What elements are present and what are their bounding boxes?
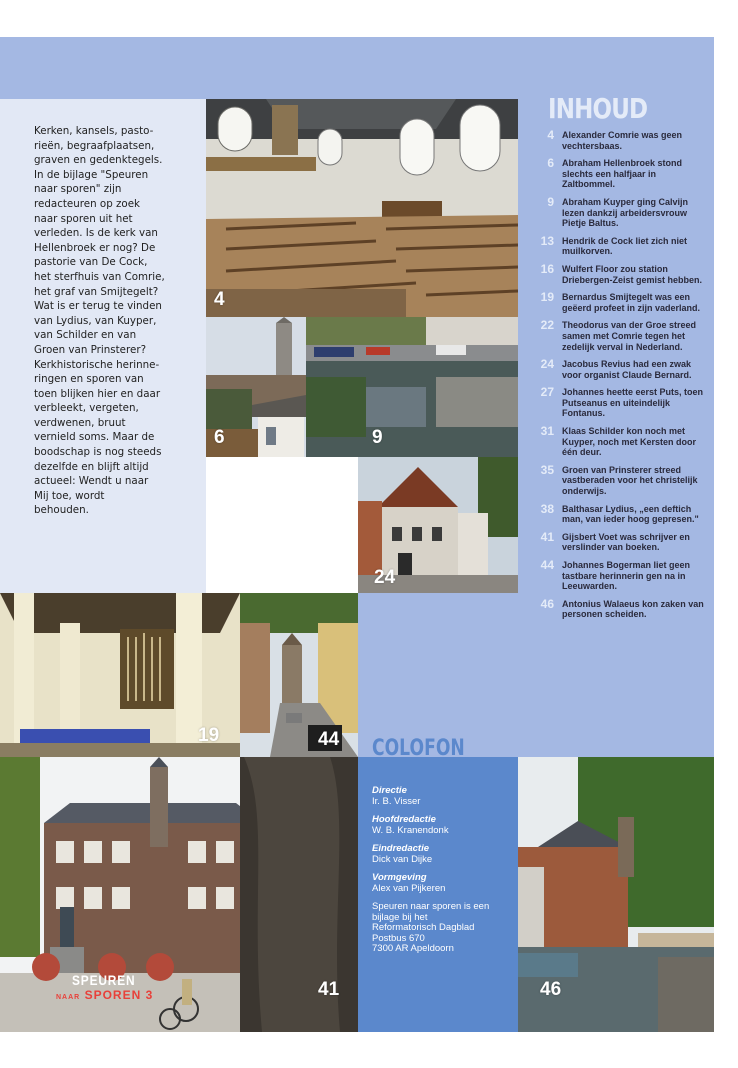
toc-item-text: Theodorus van der Groe streed samen met Comrie tegen het zedelijk verval in Nederland. [562, 320, 697, 352]
toc-item-text: Jacobus Revius had een zwak voor organist Claude Bernard. [562, 359, 692, 380]
colofon-entry [372, 844, 512, 865]
toc-item[interactable] [536, 158, 708, 190]
photo-church-organ [0, 593, 240, 757]
toc-item-text: Wulfert Floor zou station Driebergen-Zeist gemist hebben. [562, 263, 703, 285]
toc-item[interactable] [536, 387, 708, 419]
photo-village-tower [206, 317, 306, 457]
colofon-credits [372, 786, 512, 955]
colofon-person: Dick van Dijke [372, 853, 433, 865]
colofon-role: Hoofdredactie [372, 814, 436, 825]
toc-page-number: 4 [547, 128, 554, 142]
toc-page-number: 24 [540, 357, 554, 372]
toc-item-text: Johannes Bogerman liet geen tastbare herinnerin gen na in Leeuwarden. [562, 560, 691, 592]
toc-item-text: Antonius Walaeus kon zaken van personen scheiden. [562, 598, 704, 620]
toc-item[interactable] [536, 320, 708, 352]
colofon-entry [372, 815, 512, 836]
toc-page-number: 38 [540, 501, 554, 516]
toc-item-text: Abraham Kuyper ging Calvijn lezen dankzij arbeidersvrouw Pietje Baltus. [562, 196, 689, 229]
toc-item[interactable] [536, 261, 708, 285]
photo-street-tower [240, 593, 358, 757]
colofon-title: COLOFON [372, 736, 465, 761]
photo-page-number: 24 [374, 567, 396, 588]
logo-naar: NAAR [56, 994, 81, 1001]
toc-page-number: 22 [540, 318, 554, 333]
toc-item[interactable] [536, 462, 708, 497]
photo-canal-trees [518, 757, 714, 1032]
logo-speuren: SPEUREN [72, 972, 136, 988]
toc-item[interactable] [536, 560, 708, 592]
colofon-person: Alex van Pijkeren [372, 882, 446, 894]
intro-text: Kerken, kansels, pasto- rieën, begraafplaatsen, graven en gedenktegels. In de bijlage "Speuren naar sporen" zijn redacteuren op zoek naar sporen uit het verleden. Is de kerk van Hellenbroek er nog? De pastorie van De Cock, het sterfhuis van Comrie, het graf van Smijtegelt? Wat is er terug te vinden van Lydius, van Kuyper, van Schilder en van Groen van Prinsterer? Kerkhistorische herinne- ringen en sporen van toen blijken hier en daar verbleekt, vergeten, verdwenen, bruut vernield soms. Maar de boodschap is nog steeds dezelfde en blijft altijd actueel: Wendt u naar Mij toe, wordt behouden. [34, 125, 165, 517]
photo-page-number: 4 [214, 289, 225, 310]
toc-item[interactable] [536, 359, 708, 380]
toc-item[interactable] [536, 130, 708, 151]
logo-naar-sporen [56, 988, 153, 1002]
toc-page-number: 46 [540, 596, 554, 611]
toc-item-text: Gijsbert Voet was schrijver en verslinder van boeken. [562, 531, 690, 553]
photo-page-number: 41 [318, 979, 340, 1000]
toc-page-number: 31 [540, 424, 554, 439]
toc-item-text: Alexander Comrie was geen vechtersbaas. [562, 130, 683, 151]
toc-page-number: 44 [540, 558, 554, 572]
header-band [0, 37, 714, 99]
toc-page-number: 19 [540, 290, 554, 305]
photo-academy-building [0, 757, 358, 1032]
toc-page-number: 27 [540, 385, 554, 400]
toc-page-number: 35 [540, 462, 554, 477]
toc-item[interactable] [536, 426, 708, 458]
logo-page-number: 3 [145, 988, 154, 1002]
toc-item[interactable] [536, 596, 708, 620]
toc-item-text: Groen van Prinsterer streed vastberaden voor het christelijk onderwijs. [562, 464, 698, 497]
toc-page-number: 6 [547, 156, 554, 171]
photo-page-number: 6 [214, 427, 225, 448]
toc-page-number: 9 [547, 194, 554, 209]
toc-item[interactable] [536, 233, 708, 257]
toc-item-text: Hendrik de Cock liet zich niet muilkorven. [562, 235, 688, 257]
blue-panel [358, 593, 518, 757]
photo-brick-house [358, 457, 518, 593]
logo-sporen: SPOREN [84, 988, 142, 1002]
colofon-entry [372, 873, 512, 894]
colofon-person: W. B. Kranendonk [372, 824, 449, 836]
table-of-contents [536, 130, 708, 627]
colofon-role: Eindredactie [372, 843, 430, 854]
toc-item[interactable] [536, 501, 708, 525]
colofon-role: Vormgeving [372, 872, 427, 883]
toc-item-text: Abraham Hellenbroek stond slechts een halfjaar in Zaltbommel. [562, 158, 683, 190]
photo-page-number: 44 [318, 729, 340, 750]
photo-canal-boats [306, 317, 518, 457]
toc-item[interactable] [536, 292, 708, 313]
toc-item-text: Klaas Schilder kon noch met Kuyper, noch met Kersten door één deur. [562, 426, 697, 458]
photo-page-number: 46 [540, 979, 562, 1000]
colofon-note: Speuren naar sporen is een bijlage bij het Reformatorisch Dagblad Postbus 670 7300 AR Apeldoorn [372, 901, 490, 954]
photo-page-number: 19 [198, 725, 220, 746]
toc-page-number: 13 [540, 233, 554, 248]
colofon-role: Directie [372, 785, 407, 796]
toc-item-text: Johannes heette eerst Puts, toen Putseanus en uiteindelijk Fontanus. [562, 387, 704, 419]
inhoud-title: INHOUD [548, 92, 648, 125]
toc-item-text: Bernardus Smijtegelt was een geëerd profeet in zijn vaderland. [562, 292, 701, 313]
toc-page-number: 16 [540, 261, 554, 276]
toc-item[interactable] [536, 194, 708, 229]
photo-page-number: 9 [372, 427, 383, 448]
colofon-entry [372, 786, 512, 807]
toc-page-number: 41 [540, 529, 554, 544]
toc-item[interactable] [536, 529, 708, 553]
photo-church-interior [206, 99, 518, 317]
colofon-person: Ir. B. Visser [372, 795, 421, 807]
toc-item-text: Balthasar Lydius, „een deftich man, van ieder hoog gepresen." [562, 503, 699, 525]
